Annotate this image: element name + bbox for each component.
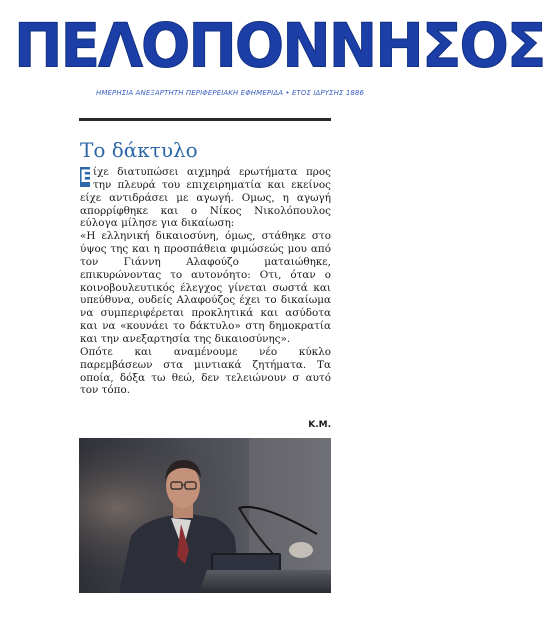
- author-signature: Κ.Μ.: [308, 420, 331, 430]
- newspaper-subtitle: ΗΜΕΡΗΣΙΑ ΑΝΕΞΑΡΤΗΤΗ ΠΕΡΙΦΕΡΕΙΑΚΗ ΕΦΗΜΕΡΙΔΑ • ΕΤΟΣ ΙΔΡΥΣΗΣ 1886: [96, 89, 365, 97]
- article-body: [80, 166, 331, 397]
- speaker-photo-image: [79, 438, 331, 593]
- article-paragraph-3: Οπότε και αναμένουμε νέο κύκλο παρεμβάσεων στα μιντιακά ζητήματα. Τα οποία, δόξα τω θεώ, δεν τελειώνουν σ αυτό τον τόπο.: [80, 345, 331, 397]
- article-top-rule: [79, 118, 331, 121]
- article-headline: Το δάκτυλο: [80, 138, 198, 162]
- article-paragraph-1: Ε ίχε διατυπώσει αιχμηρά ερωτήματα προς την πλευρά του επιχειρηματία και εκείνος είχε αντιδράσει με αγωγή. Ομως, η αγωγή απορρίφθηκε και ο Νίκος Νικολόπουλος εύλογα μίλησε για δικαίωση:: [80, 166, 331, 230]
- drop-cap: Ε: [80, 167, 92, 187]
- article-paragraph-2: «Η ελληνική δικαιοσύνη, όμως, στάθηκε στο ύψος της και η προσπάθεια φιμώσεώς μου από τον Γιάννη Αλαφούζο ματαιώθηκε, επικυρώνοντας το αυτονόητο: Οτι, όταν ο κοινοβουλευτικός έλεγχος γίνεται σωστά και υπεύθυνα, ουδείς Αλαφούζος έχει το δικαίωμα να συμπεριφέρεται προκλητικά και ασύδοτα και να «κουνάει το δάκτυλο» στη δημοκρατία και την ανεξαρτησία της δικαιοσύνης».: [80, 230, 331, 345]
- newspaper-title: ΠΕΛΟΠΟΝΝΗΣΟΣ: [14, 9, 544, 82]
- newspaper-masthead: [14, 9, 544, 97]
- speaker-photo: [79, 438, 331, 593]
